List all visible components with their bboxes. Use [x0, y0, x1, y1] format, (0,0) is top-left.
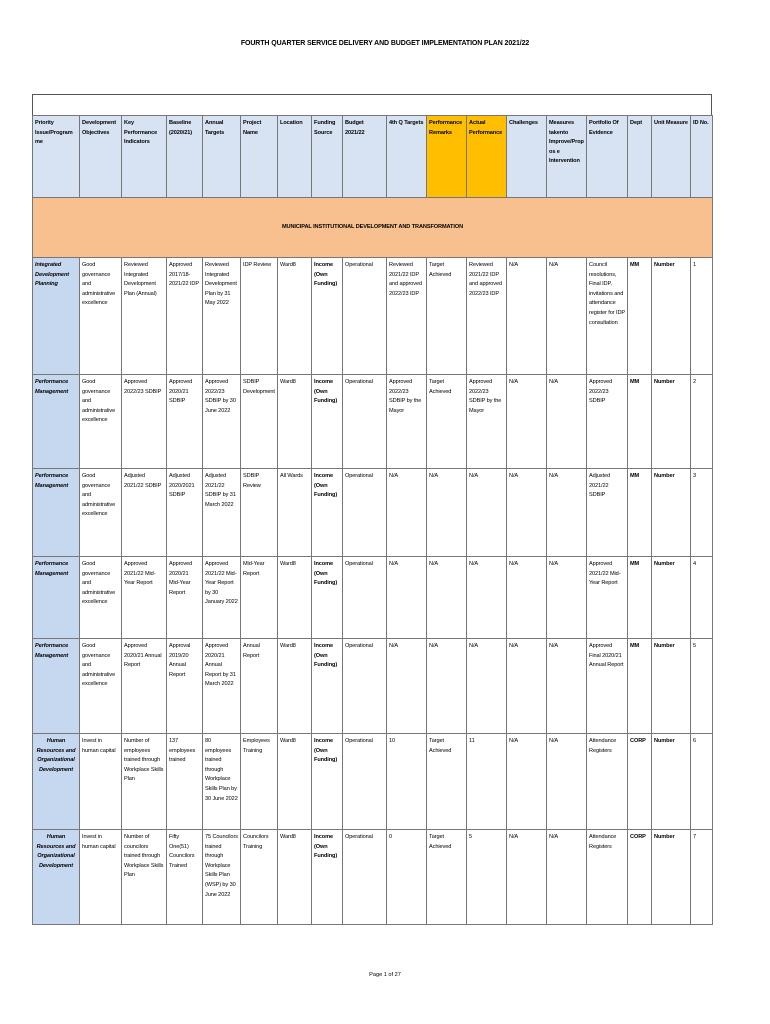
- column-header: Measures takento Improve/Propos e Intervention: [547, 116, 587, 198]
- unit-cell: Number: [652, 557, 691, 639]
- project-cell: Mid-Year Report: [241, 557, 278, 639]
- column-header: Location: [278, 116, 312, 198]
- evidence-cell: Attendance Registers: [587, 734, 628, 830]
- column-header: Budget 2021/22: [343, 116, 387, 198]
- unit-cell: Number: [652, 639, 691, 734]
- challenges-cell: N/A: [507, 469, 547, 557]
- funding-cell: Income (Own Funding): [312, 557, 343, 639]
- id-cell: 7: [691, 830, 713, 925]
- objective-cell: Good governance and administrative excellence: [80, 557, 122, 639]
- kpi-cell: Reviewed Integrated Development Plan (Annual): [122, 258, 167, 375]
- budget-cell: Operational: [343, 830, 387, 925]
- column-header: Portfolio Of Evidence: [587, 116, 628, 198]
- measures-cell: N/A: [547, 830, 587, 925]
- location-cell: Ward8: [278, 375, 312, 469]
- remarks-cell: Target Achieved: [427, 734, 467, 830]
- kpi-cell: Approved 2022/23 SDBIP: [122, 375, 167, 469]
- evidence-cell: Approved Final 2020/21 Annual Report: [587, 639, 628, 734]
- dept-cell: CORP: [628, 830, 652, 925]
- annual-target-cell: Approved 2022/23 SDBIP by 30 June 2022: [203, 375, 241, 469]
- priority-cell: Integrated Development Planning: [33, 258, 80, 375]
- actual-cell: N/A: [467, 639, 507, 734]
- measures-cell: N/A: [547, 734, 587, 830]
- project-cell: Employees Training: [241, 734, 278, 830]
- column-header: Annual Targets: [203, 116, 241, 198]
- id-cell: 6: [691, 734, 713, 830]
- evidence-cell: Approved 2022/23 SDBIP: [587, 375, 628, 469]
- unit-cell: Number: [652, 469, 691, 557]
- table-row: [33, 734, 713, 830]
- measures-cell: N/A: [547, 639, 587, 734]
- actual-cell: 11: [467, 734, 507, 830]
- column-header: Unit Measure: [652, 116, 691, 198]
- column-header: Funding Source: [312, 116, 343, 198]
- unit-cell: Number: [652, 258, 691, 375]
- baseline-cell: Approved 2020/21 Mid-Year Report: [167, 557, 203, 639]
- location-cell: Ward8: [278, 734, 312, 830]
- evidence-cell: Adjusted 2021/22 SDBIP: [587, 469, 628, 557]
- location-cell: Ward8: [278, 830, 312, 925]
- dept-cell: CORP: [628, 734, 652, 830]
- kpi-cell: Number of employees trained through Workplace Skills Plan: [122, 734, 167, 830]
- annual-target-cell: Reviewed Integrated Development Plan by 31 May 2022: [203, 258, 241, 375]
- kpi-cell: Adjusted 2021/22 SDBIP: [122, 469, 167, 557]
- annual-target-cell: 80 employees trained through Workplace Skills Plan by 30 June 2022: [203, 734, 241, 830]
- evidence-cell: Attendance Registers: [587, 830, 628, 925]
- challenges-cell: N/A: [507, 734, 547, 830]
- budget-cell: Operational: [343, 258, 387, 375]
- annual-target-cell: Approved 2021/22 Mid-Year Report by 30 January 2022: [203, 557, 241, 639]
- column-header: ID No.: [691, 116, 713, 198]
- challenges-cell: N/A: [507, 375, 547, 469]
- location-cell: Ward8: [278, 258, 312, 375]
- unit-cell: Number: [652, 375, 691, 469]
- funding-cell: Income (Own Funding): [312, 469, 343, 557]
- baseline-cell: Adjusted 2020/2021 SDBIP: [167, 469, 203, 557]
- challenges-cell: N/A: [507, 557, 547, 639]
- location-cell: Ward8: [278, 639, 312, 734]
- column-header: Key Performance Indicators: [122, 116, 167, 198]
- column-header: Challenges: [507, 116, 547, 198]
- funding-cell: Income (Own Funding): [312, 258, 343, 375]
- baseline-cell: Approved 2017/18-2021/22 IDP: [167, 258, 203, 375]
- column-header: 4th Q Targets: [387, 116, 427, 198]
- baseline-cell: 137 employees trained: [167, 734, 203, 830]
- remarks-cell: N/A: [427, 469, 467, 557]
- q4-target-cell: Reviewed 2021/22 IDP and approved 2022/23 IDP: [387, 258, 427, 375]
- kpi-cell: Approved 2021/22 Mid-Year Report: [122, 557, 167, 639]
- document-title: FOURTH QUARTER SERVICE DELIVERY AND BUDGET IMPLEMENTATION PLAN 2021/22: [240, 40, 530, 47]
- dept-cell: MM: [628, 557, 652, 639]
- column-header: Priority Issue/Programme: [33, 116, 80, 198]
- baseline-cell: Approved 2020/21 SDBIP: [167, 375, 203, 469]
- location-cell: Ward8: [278, 557, 312, 639]
- objective-cell: Good governance and administrative excellence: [80, 258, 122, 375]
- priority-cell: Performance Management: [33, 557, 80, 639]
- priority-cell: Performance Management: [33, 639, 80, 734]
- column-header: Performance Remarks: [427, 116, 467, 198]
- q4-target-cell: Approved 2022/23 SDBIP by the Mayor: [387, 375, 427, 469]
- challenges-cell: N/A: [507, 639, 547, 734]
- annual-target-cell: 75 Councilors trained through Workplace Skills Plan (WSP) by 30 June 2022: [203, 830, 241, 925]
- actual-cell: Approved 2022/23 SDBIP by the Mayor: [467, 375, 507, 469]
- priority-cell: Human Resources and Organizational Development: [33, 830, 80, 925]
- location-cell: All Wards: [278, 469, 312, 557]
- annual-target-cell: Approved 2020/21 Annual Report by 31 March 2022: [203, 639, 241, 734]
- dept-cell: MM: [628, 639, 652, 734]
- column-header: Baseline (2020/21): [167, 116, 203, 198]
- objective-cell: Good governance and administrative excellence: [80, 639, 122, 734]
- project-cell: IDP Review: [241, 258, 278, 375]
- priority-cell: Performance Management: [33, 375, 80, 469]
- column-header: Actual Performance: [467, 116, 507, 198]
- kpi-cell: Approved 2020/21 Annual Report: [122, 639, 167, 734]
- section-row: [33, 198, 713, 258]
- priority-cell: Human Resources and Organizational Development: [33, 734, 80, 830]
- objective-cell: Invest in human capital: [80, 734, 122, 830]
- measures-cell: N/A: [547, 375, 587, 469]
- actual-cell: N/A: [467, 469, 507, 557]
- budget-cell: Operational: [343, 639, 387, 734]
- budget-cell: Operational: [343, 734, 387, 830]
- annual-target-cell: Adjusted 2021/22 SDBIP by 31 March 2022: [203, 469, 241, 557]
- funding-cell: Income (Own Funding): [312, 734, 343, 830]
- measures-cell: N/A: [547, 557, 587, 639]
- priority-cell: Performance Management: [33, 469, 80, 557]
- table-top-strip: [32, 94, 712, 115]
- challenges-cell: N/A: [507, 258, 547, 375]
- page-footer: Page 1 of 27: [369, 972, 401, 978]
- actual-cell: N/A: [467, 557, 507, 639]
- section-title: MUNICIPAL INSTITUTIONAL DEVELOPMENT AND TRANSFORMATION: [33, 198, 713, 258]
- budget-cell: Operational: [343, 469, 387, 557]
- q4-target-cell: 10: [387, 734, 427, 830]
- project-cell: SDBIP Development: [241, 375, 278, 469]
- dept-cell: MM: [628, 258, 652, 375]
- id-cell: 2: [691, 375, 713, 469]
- measures-cell: N/A: [547, 258, 587, 375]
- project-cell: Councilors Training: [241, 830, 278, 925]
- remarks-cell: N/A: [427, 639, 467, 734]
- remarks-cell: Target Achieved: [427, 830, 467, 925]
- id-cell: 5: [691, 639, 713, 734]
- column-header: Development Objectives: [80, 116, 122, 198]
- baseline-cell: Approval 2019/20 Annual Report: [167, 639, 203, 734]
- table-row: [33, 830, 713, 925]
- remarks-cell: Target Achieved: [427, 258, 467, 375]
- column-header: Dept: [628, 116, 652, 198]
- remarks-cell: N/A: [427, 557, 467, 639]
- header-row: [33, 116, 713, 198]
- project-cell: SDBIP Review: [241, 469, 278, 557]
- evidence-cell: Approved 2021/22 Mid-Year Report: [587, 557, 628, 639]
- objective-cell: Invest in human capital: [80, 830, 122, 925]
- table-row: [33, 639, 713, 734]
- kpi-cell: Number of councilors trained through Workplace Skills Plan: [122, 830, 167, 925]
- objective-cell: Good governance and administrative excellence: [80, 375, 122, 469]
- actual-cell: Reviewed 2021/22 IDP and approved 2022/23 IDP: [467, 258, 507, 375]
- q4-target-cell: N/A: [387, 469, 427, 557]
- evidence-cell: Council resolutions, Final IDP, invitations and attendance register for IDP consultation: [587, 258, 628, 375]
- budget-cell: Operational: [343, 375, 387, 469]
- funding-cell: Income (Own Funding): [312, 375, 343, 469]
- challenges-cell: N/A: [507, 830, 547, 925]
- budget-cell: Operational: [343, 557, 387, 639]
- column-header: Project Name: [241, 116, 278, 198]
- funding-cell: Income (Own Funding): [312, 830, 343, 925]
- baseline-cell: Fifty One(51) Councilors Trained: [167, 830, 203, 925]
- id-cell: 3: [691, 469, 713, 557]
- actual-cell: 5: [467, 830, 507, 925]
- id-cell: 4: [691, 557, 713, 639]
- objective-cell: Good governance and administrative excellence: [80, 469, 122, 557]
- dept-cell: MM: [628, 375, 652, 469]
- q4-target-cell: 0: [387, 830, 427, 925]
- remarks-cell: Target Achieved: [427, 375, 467, 469]
- table-row: [33, 375, 713, 469]
- id-cell: 1: [691, 258, 713, 375]
- q4-target-cell: N/A: [387, 639, 427, 734]
- funding-cell: Income (Own Funding): [312, 639, 343, 734]
- plan-table-wrapper: [32, 94, 712, 925]
- unit-cell: Number: [652, 734, 691, 830]
- q4-target-cell: N/A: [387, 557, 427, 639]
- table-row: [33, 469, 713, 557]
- measures-cell: N/A: [547, 469, 587, 557]
- table-row: [33, 557, 713, 639]
- service-delivery-table: [32, 115, 713, 925]
- project-cell: Annual Report: [241, 639, 278, 734]
- dept-cell: MM: [628, 469, 652, 557]
- table-row: [33, 258, 713, 375]
- unit-cell: Number: [652, 830, 691, 925]
